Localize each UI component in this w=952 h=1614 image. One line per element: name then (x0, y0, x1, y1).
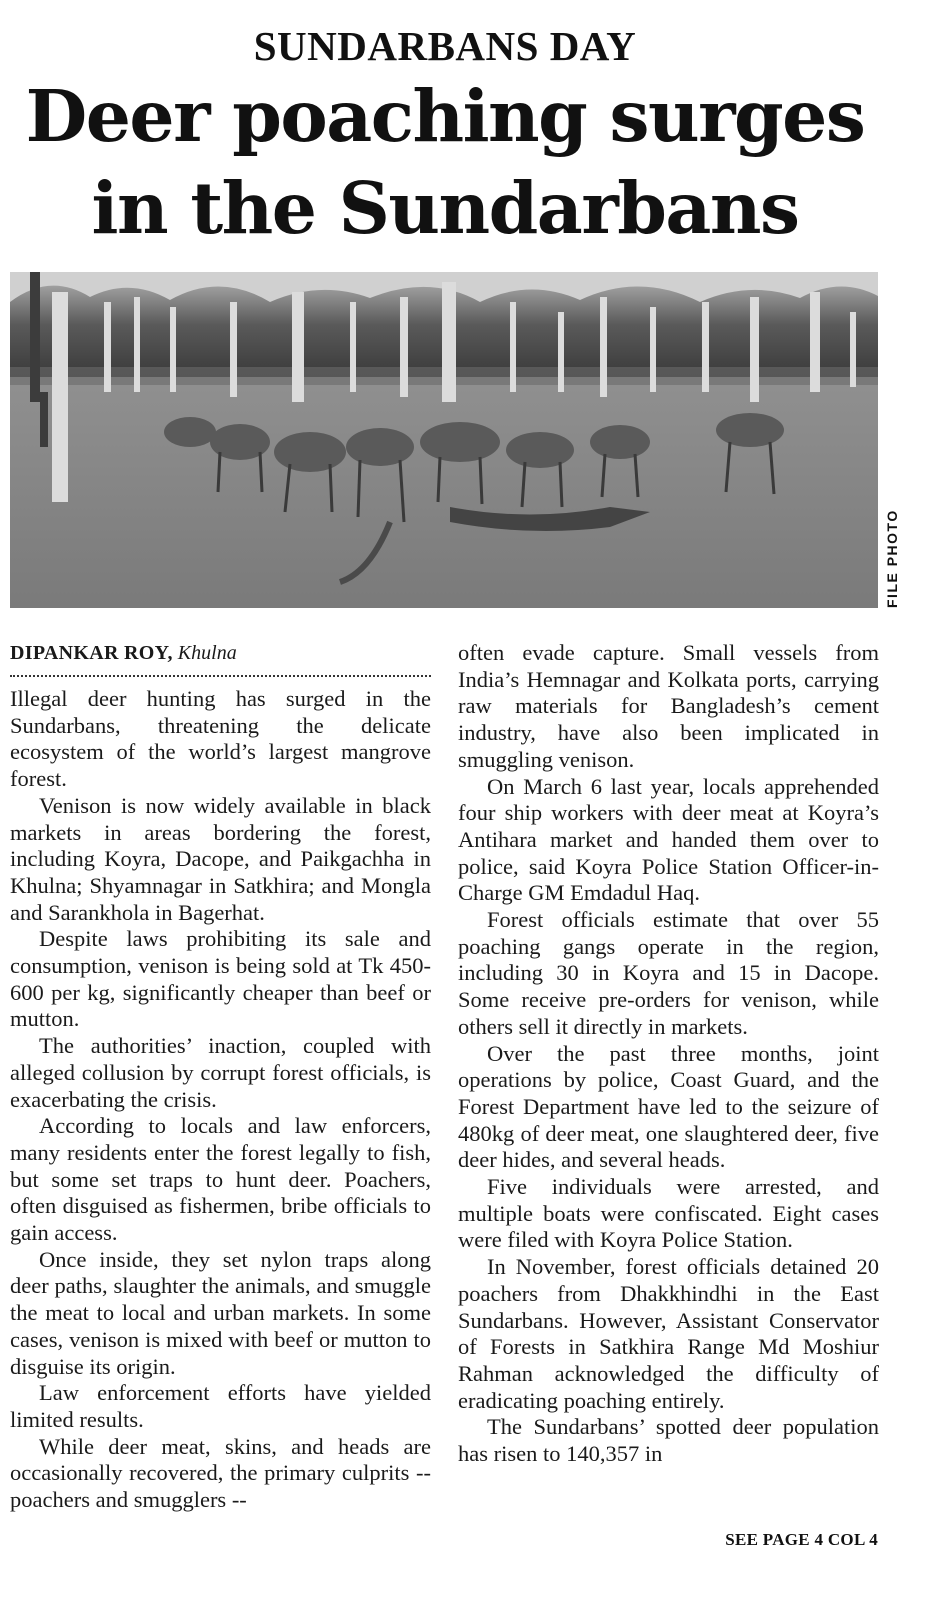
headline-line-2: in the Sundarbans (91, 166, 799, 250)
byline-author: DIPANKAR ROY, (10, 642, 173, 664)
paragraph: Five individuals were arrested, and multiple boats were confiscated. Eight cases were filed with Koyra Police Station. (458, 1174, 879, 1253)
photo-credit: FILE PHOTO (884, 509, 900, 608)
paragraph: Over the past three months, joint operations by police, Coast Guard, and the Forest Department have led to the seizure of 480kg of deer meat, one slaughtered deer, five deer hides, and several heads. (458, 1040, 879, 1173)
deer-herd-photo (10, 272, 878, 608)
headline-line-1: Deer poaching surges (25, 74, 865, 158)
paragraph: often evade capture. Small vessels from India’s Hemnagar and Kolkata ports, carrying raw materials for Bangladesh’s cement industry, have also been implicated in smuggling venison. (458, 640, 879, 772)
article-column-1 (10, 640, 431, 1514)
paragraph: Illegal deer hunting has surged in the Sundarbans, threatening the delicate ecosystem of the world’s largest mangrove forest. (10, 686, 431, 792)
jump-line[interactable]: SEE PAGE 4 COL 4 (725, 1530, 878, 1549)
paragraph: Once inside, they set nylon traps along deer paths, slaughter the animals, and smuggle the meat to local and urban markets. In some cases, venison is mixed with beef or mutton to disguise its origin. (10, 1246, 431, 1379)
article-column-2 (458, 640, 879, 1468)
paragraph: Despite laws prohibiting its sale and consumption, venison is being sold at Tk 450-600 per kg, significantly cheaper than beef or mutton. (10, 926, 431, 1032)
paragraph: According to locals and law enforcers, many residents enter the forest legally to fish, but some set traps to hunt deer. Poachers, often disguised as fishermen, bribe officials to gain access. (10, 1113, 431, 1246)
paragraph: In November, forest officials detained 20 poachers from Dhakkhindhi in the East Sundarbans. However, Assistant Conservator of Forests in Satkhira Range Md Moshiur Rahman acknowledged the difficulty of eradicating poaching entirely. (458, 1254, 879, 1413)
byline-place: Khulna (177, 642, 237, 664)
section-kicker: SUNDARBANS DAY (253, 23, 637, 69)
paragraph: Law enforcement efforts have yielded limited results. (10, 1380, 431, 1432)
paragraph: On March 6 last year, locals apprehended four ship workers with deer meat at Koyra’s Antihara market and handed them over to police, said Koyra Police Station Officer-in-Charge GM Emdadul Haq. (458, 773, 879, 906)
paragraph: The authorities’ inaction, coupled with alleged collusion by corrupt forest officials, is exacerbating the crisis. (10, 1033, 431, 1112)
paragraph: Venison is now widely available in black markets in areas bordering the forest, including Koyra, Dacope, and Paikgachha in Khulna; Shyamnagar in Satkhira; and Mongla and Sarankhola in Bagerhat. (10, 792, 431, 925)
headline (0, 70, 890, 254)
paragraph: The Sundarbans’ spotted deer population has risen to 140,357 in (458, 1414, 879, 1467)
paragraph: Forest officials estimate that over 55 poaching gangs operate in the region, including 30 in Koyra and 15 in Dacope. Some receive pre-orders for venison, while others sell it directly in markets. (458, 907, 879, 1039)
byline (10, 640, 431, 677)
paragraph: While deer meat, skins, and heads are occasionally recovered, the primary culprits -- poachers and smugglers -- (10, 1433, 431, 1513)
